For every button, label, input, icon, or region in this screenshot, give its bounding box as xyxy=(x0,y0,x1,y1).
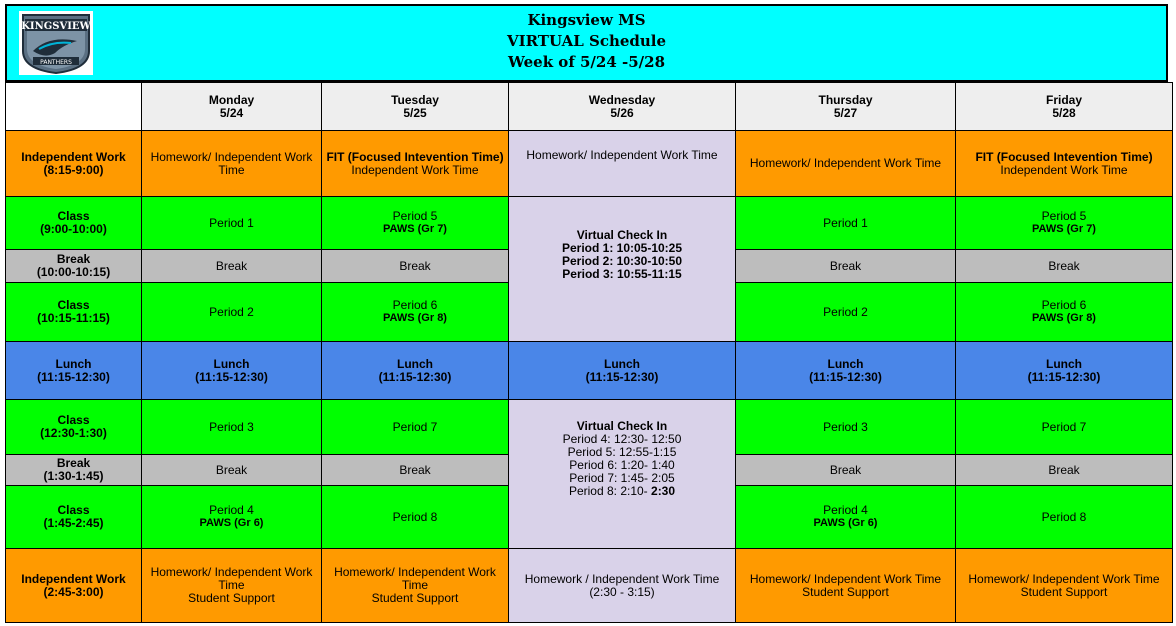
cell-fri-class-3: Period 7 xyxy=(956,400,1173,455)
cell-tue-lunch: Lunch (11:15-12:30) xyxy=(322,342,509,400)
cell-wed-indep-pm: Homework / Independent Work Time (2:30 - 3:15) xyxy=(509,549,736,623)
cell-fri-lunch: Lunch (11:15-12:30) xyxy=(956,342,1173,400)
cell-fri-class-2: Period 6 PAWS (Gr 8) xyxy=(956,283,1173,342)
cell-tue-class-1: Period 5 PAWS (Gr 7) xyxy=(322,197,509,250)
cell-thu-indep-am: Homework/ Independent Work Time xyxy=(736,131,956,197)
cell-thu-break-1: Break xyxy=(736,250,956,283)
svg-text:PANTHERS: PANTHERS xyxy=(40,59,72,66)
cell-thu-lunch: Lunch (11:15-12:30) xyxy=(736,342,956,400)
row-label-break-1: Break (10:00-10:15) xyxy=(6,250,142,283)
cell-tue-class-3: Period 7 xyxy=(322,400,509,455)
cell-wed-lunch: Lunch (11:15-12:30) xyxy=(509,342,736,400)
cell-fri-indep-am: FIT (Focused Intevention Time) Independent Work Time xyxy=(956,131,1173,197)
cell-wed-indep-am: Homework/ Independent Work Time xyxy=(509,131,736,197)
cell-tue-indep-am: FIT (Focused Intevention Time) Independent Work Time xyxy=(322,131,509,197)
cell-mon-indep-am: Homework/ Independent Work Time xyxy=(142,131,322,197)
cell-mon-break-1: Break xyxy=(142,250,322,283)
cell-wed-virtual-checkin-am: Virtual Check In Period 1: 10:05-10:25 Period 2: 10:30-10:50 Period 3: 10:55-11:15 xyxy=(509,197,736,342)
cell-thu-class-3: Period 3 xyxy=(736,400,956,455)
row-label-independent-pm: Independent Work (2:45-3:00) xyxy=(6,549,142,623)
cell-fri-break-2: Break xyxy=(956,455,1173,486)
cell-fri-class-1: Period 5 PAWS (Gr 7) xyxy=(956,197,1173,250)
corner-cell xyxy=(6,83,142,131)
row-label-class-4: Class (1:45-2:45) xyxy=(6,486,142,549)
cell-thu-break-2: Break xyxy=(736,455,956,486)
cell-fri-break-1: Break xyxy=(956,250,1173,283)
day-header-tuesday: Tuesday 5/25 xyxy=(322,83,509,131)
cell-tue-break-1: Break xyxy=(322,250,509,283)
school-name: Kingsview MS xyxy=(527,11,646,29)
cell-thu-class-4: Period 4 PAWS (Gr 6) xyxy=(736,486,956,549)
week-label: Week of 5/24 -5/28 xyxy=(507,53,666,71)
cell-mon-lunch: Lunch (11:15-12:30) xyxy=(142,342,322,400)
day-header-row xyxy=(6,83,1173,131)
row-label-class-3: Class (12:30-1:30) xyxy=(6,400,142,455)
cell-mon-class-4: Period 4 PAWS (Gr 6) xyxy=(142,486,322,549)
schedule-header xyxy=(5,4,1168,82)
day-header-thursday: Thursday 5/27 xyxy=(736,83,956,131)
day-header-wednesday: Wednesday 5/26 xyxy=(509,83,736,131)
row-label-lunch: Lunch (11:15-12:30) xyxy=(6,342,142,400)
cell-fri-indep-pm: Homework/ Independent Work Time Student Support xyxy=(956,549,1173,623)
cell-thu-class-1: Period 1 xyxy=(736,197,956,250)
cell-mon-indep-pm: Homework/ Independent Work Time Student Support xyxy=(142,549,322,623)
cell-tue-break-2: Break xyxy=(322,455,509,486)
title-block xyxy=(7,10,1166,73)
cell-tue-class-4: Period 8 xyxy=(322,486,509,549)
row-lunch xyxy=(6,342,1173,400)
row-independent-pm xyxy=(6,549,1173,623)
row-class-1 xyxy=(6,197,1173,250)
svg-text:KINGSVIEW: KINGSVIEW xyxy=(21,21,91,32)
cell-tue-class-2: Period 6 PAWS (Gr 8) xyxy=(322,283,509,342)
cell-wed-virtual-checkin-pm: Virtual Check In Period 4: 12:30- 12:50 Period 5: 12:55-1:15 Period 6: 1:20- 1:40 Period 7: 1:45- 2:05 Period 8: 2:10- 2:30 xyxy=(509,400,736,549)
day-header-monday: Monday 5/24 xyxy=(142,83,322,131)
day-header-friday: Friday 5/28 xyxy=(956,83,1173,131)
cell-thu-indep-pm: Homework/ Independent Work Time Student Support xyxy=(736,549,956,623)
row-label-independent-am: Independent Work (8:15-9:00) xyxy=(6,131,142,197)
cell-fri-class-4: Period 8 xyxy=(956,486,1173,549)
row-label-break-2: Break (1:30-1:45) xyxy=(6,455,142,486)
cell-mon-break-2: Break xyxy=(142,455,322,486)
cell-mon-class-3: Period 3 xyxy=(142,400,322,455)
schedule-table xyxy=(5,82,1173,623)
row-class-3 xyxy=(6,400,1173,455)
row-label-class-2: Class (10:15-11:15) xyxy=(6,283,142,342)
row-independent-am xyxy=(6,131,1173,197)
schedule-subtitle: VIRTUAL Schedule xyxy=(506,32,667,50)
cell-mon-class-2: Period 2 xyxy=(142,283,322,342)
cell-thu-class-2: Period 2 xyxy=(736,283,956,342)
row-label-class-1: Class (9:00-10:00) xyxy=(6,197,142,250)
cell-tue-indep-pm: Homework/ Independent Work Time Student Support xyxy=(322,549,509,623)
cell-mon-class-1: Period 1 xyxy=(142,197,322,250)
